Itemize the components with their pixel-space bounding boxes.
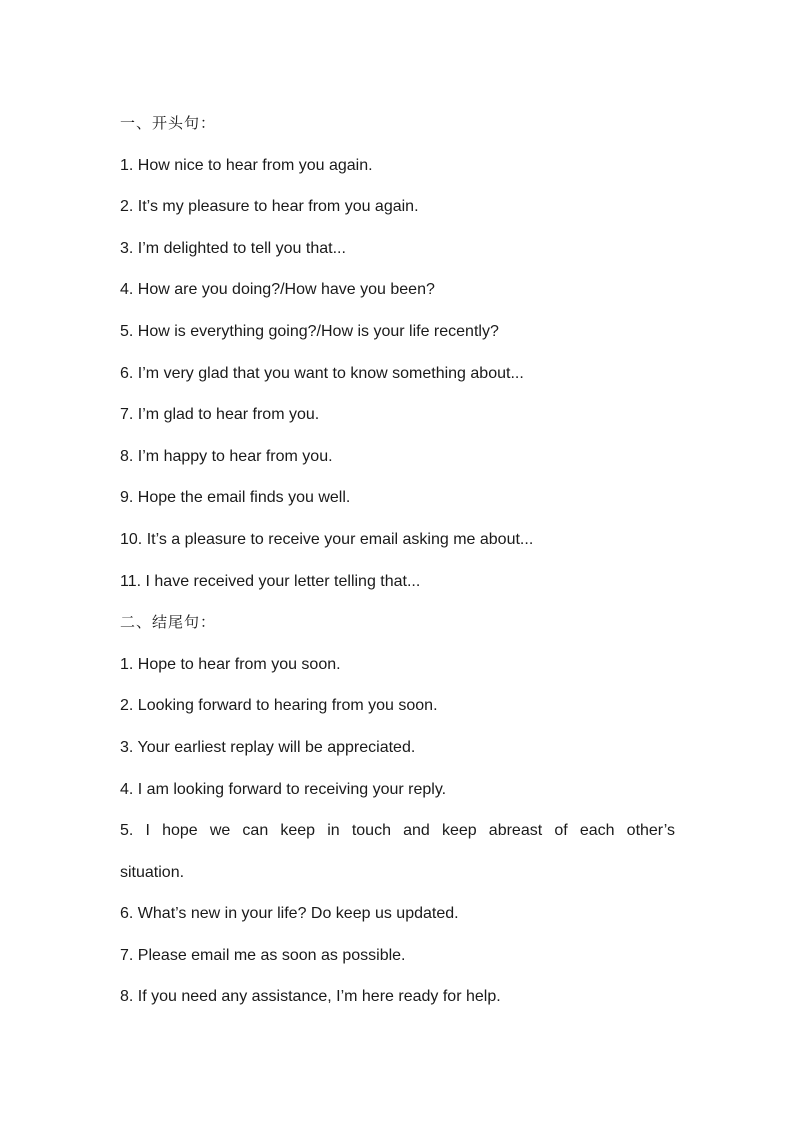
opening-item: 4. How are you doing?/How have you been? [120,281,435,299]
opening-item: 7. I’m glad to hear from you. [120,406,320,424]
closing-item: 7. Please email me as soon as possible. [120,946,406,964]
closing-heading: 二、结尾句： [120,613,217,632]
opening-item: 2. It’s my pleasure to hear from you again. [120,198,419,216]
opening-heading: 一、开头句： [120,114,217,132]
closing-item: 5. I hope we can keep in touch and keep abreast of each other’s [120,822,675,840]
opening-item: 11. I have received your letter telling that... [120,572,421,590]
document-content [120,103,675,1018]
opening-item: 9. Hope the email finds you well. [120,489,351,507]
opening-item: 3. I’m delighted to tell you that... [120,239,346,257]
closing-item-continuation: situation. [120,863,185,881]
closing-item: 3. Your earliest replay will be appreciated. [120,738,416,756]
closing-item: 1. Hope to hear from you soon. [120,655,341,673]
closing-item: 4. I am looking forward to receiving your reply. [120,780,447,798]
opening-item: 8. I’m happy to hear from you. [120,447,333,465]
closing-item: 8. If you need any assistance, I’m here ready for help. [120,988,501,1006]
opening-item: 10. It’s a pleasure to receive your email asking me about... [120,530,534,548]
closing-item: 6. What’s new in your life? Do keep us updated. [120,905,459,923]
opening-item: 1. How nice to hear from you again. [120,156,373,174]
opening-item: 5. How is everything going?/How is your life recently? [120,322,499,340]
opening-item: 6. I’m very glad that you want to know something about... [120,364,524,382]
closing-item: 2. Looking forward to hearing from you soon. [120,697,438,715]
